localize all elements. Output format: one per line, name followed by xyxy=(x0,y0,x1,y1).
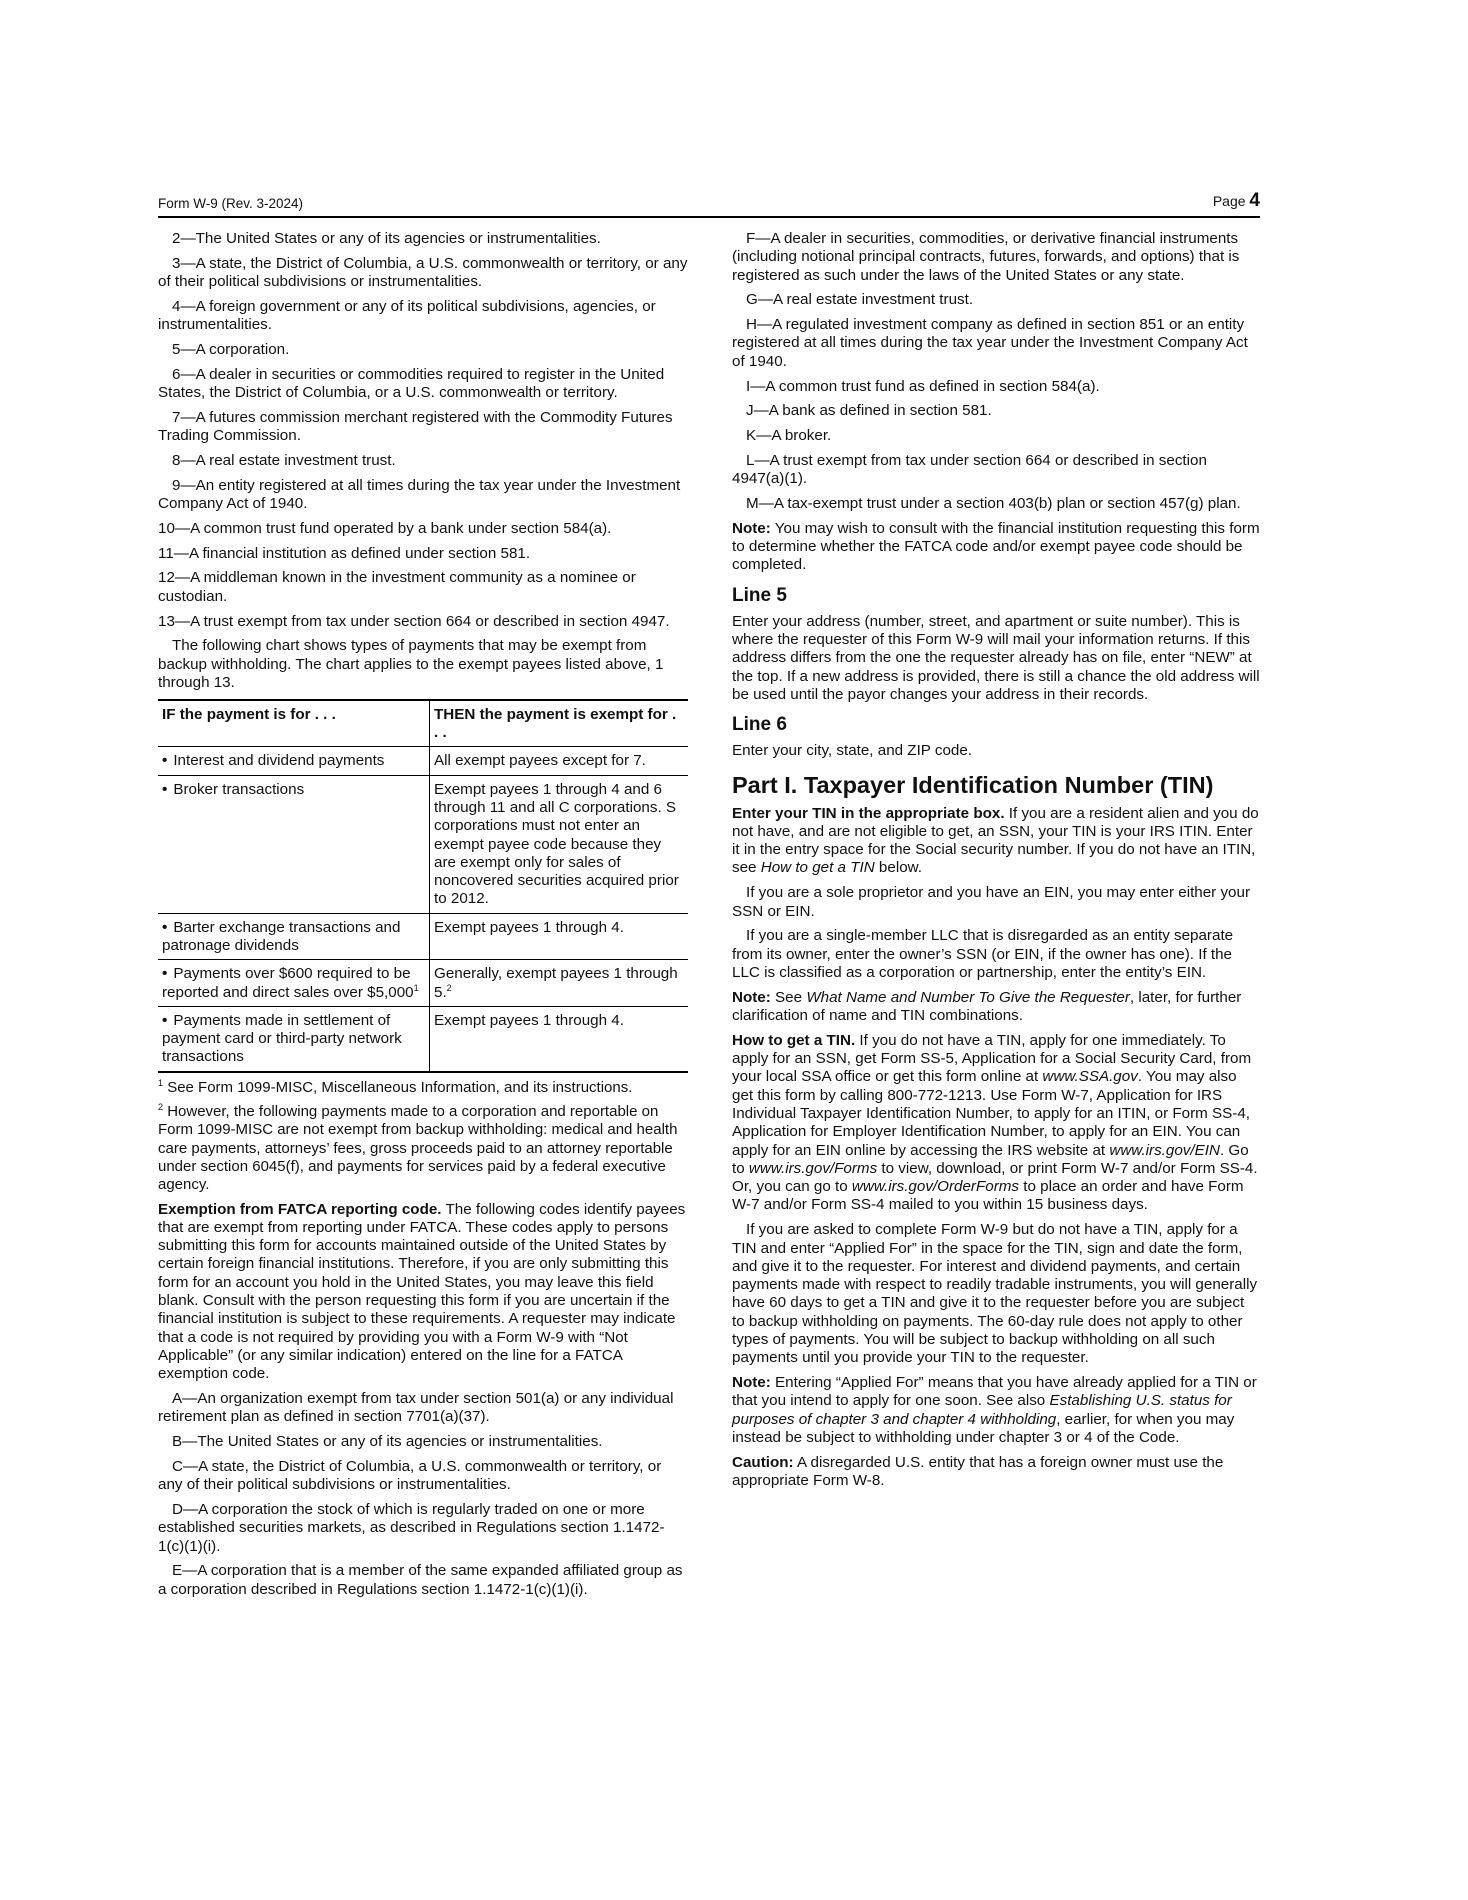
col-if-header: IF the payment is for . . . xyxy=(158,700,430,747)
exempt-code-9: 9—An entity registered at all times during the tax year under the Investment Company Act of 1940. xyxy=(158,476,681,513)
line6-heading: Line 6 xyxy=(732,714,787,736)
table-row: • Broker transactions Exempt payees 1 through 4 and 6 through 11 and all C corporations. S corporations must not enter an exempt payee code because they are exempt only for sales of noncovered securities acquired prior to 2012. xyxy=(158,775,688,913)
caution-paragraph: Caution: A disregarded U.S. entity that has a foreign owner must use the appropriate Form W-8. xyxy=(732,1453,1224,1490)
row-then: All exempt payees except for 7. xyxy=(430,747,689,775)
row-then: Exempt payees 1 through 4 and 6 through 11 and all C corporations. S corporations must not enter an exempt payee code because they are exempt only for sales of noncovered securities acquired prior to 2012. xyxy=(430,775,689,913)
line5-text: Enter your address (number, street, and apartment or suite number). This is where the requester of this Form W-9 will mail your information returns. If this address differs from the one the requester already has on file, enter “NEW” at the top. If a new address is provided, there is still a chance the old address will be used until the payor changes your address in their records. xyxy=(732,612,1260,703)
part1-heading: Part I. Taxpayer Identification Number (TIN) xyxy=(732,771,1214,798)
footnote-1: $^1$ See Form 1099-MISC, Miscellaneous Information, and its instructions. xyxy=(158,1077,633,1096)
tin-paragraph: Enter your TIN in the appropriate box. If you are a resident alien and you do not have, and are not eligible to get, an SSN, your TIN is your IRS ITIN. Enter it in the entry space for the Social security number. If you do not have an ITIN, see How to get a TIN below. xyxy=(732,804,1259,877)
fatca-code-f: F—A dealer in securities, commodities, or derivative financial instruments (including notional principal contracts, futures, forwards, and options) that is registered as such under the laws of the United States or any state. xyxy=(732,230,1240,284)
exempt-code-11: 11—A financial institution as defined under section 581. xyxy=(158,544,531,562)
row-then: Generally, exempt payees 1 through 5. xyxy=(434,965,678,1001)
chart-intro: The following chart shows types of payments that may be exempt from backup withholding. The chart applies to the exempt payees listed above, 1 through 13. xyxy=(158,637,664,691)
exempt-payments-table xyxy=(158,699,688,1073)
how-to-get-tin: How to get a TIN. If you do not have a TIN, apply for one immediately. To apply for an SSN, get Form SS-5, Application for a Social Security Card, from your local SSA office or get this form online at www.SSA.gov. You may also get this form by calling 800-772-1213. Use Form W-7, Application for IRS Individual Taxpayer Identification Number, to apply for an ITIN, or Form SS-4, Application for Employer Identification Number, to apply for an EIN. You can apply for an EIN online by accessing the IRS website at www.irs.gov/EIN. Go to www.irs.gov/Forms to view, download, or print Form W-7 and/or Form SS-4. Or, you can go to www.irs.gov/OrderForms to place an order and have Form W-7 and/or Form SS-4 mailed to you within 15 business days. xyxy=(732,1031,1258,1214)
footnote-ref: 2 xyxy=(446,982,452,993)
exempt-code-3: 3—A state, the District of Columbia, a U.S. commonwealth or territory, or any of their political subdivisions or instrumentalities. xyxy=(158,254,688,291)
table-header-row xyxy=(158,700,688,747)
exempt-code-2: 2—The United States or any of its agencies or instrumentalities. xyxy=(172,230,601,247)
link-irs-orderforms[interactable]: www.irs.gov/OrderForms xyxy=(851,1178,1019,1196)
table-row: • Barter exchange transactions and patronage dividends Exempt payees 1 through 4. xyxy=(158,913,688,960)
exempt-code-8: 8—A real estate investment trust. xyxy=(172,451,396,469)
exempt-code-13: 13—A trust exempt from tax under section 664 or described in section 4947. xyxy=(158,612,670,630)
exempt-code-5: 5—A corporation. xyxy=(172,340,290,358)
sole-proprietor-paragraph: If you are a sole proprietor and you have an EIN, you may enter either your SSN or EIN. xyxy=(732,884,1250,920)
exempt-code-12: 12—A middleman known in the investment community as a nominee or custodian. xyxy=(158,569,636,605)
table-row: • Interest and dividend payments All exempt payees except for 7. xyxy=(158,747,688,775)
link-ssa[interactable]: www.SSA.gov xyxy=(1042,1068,1138,1086)
note-fatca: Note: You may wish to consult with the financial institution requesting this form to determine whether the FATCA code and/or exempt payee code should be completed. xyxy=(732,519,1260,574)
line6-text: Enter your city, state, and ZIP code. xyxy=(732,742,973,760)
row-then: Exempt payees 1 through 4. xyxy=(430,1006,689,1071)
fatca-code-b: B—The United States or any of its agencies or instrumentalities. xyxy=(172,1433,603,1451)
line5-heading: Line 5 xyxy=(732,584,787,606)
row-if: Interest and dividend payments xyxy=(173,752,385,770)
link-irs-forms[interactable]: www.irs.gov/Forms xyxy=(748,1159,878,1177)
applied-for-paragraph: If you are asked to complete Form W-9 but do not have a TIN, apply for a TIN and enter “Applied For” in the space for the TIN, sign and date the form, and give it to the requester. For interest and dividend payments, and certain payments made with respect to readily tradable instruments, you will generally have 60 days to get a TIN and give it to the requester before you are subject to backup withholding on payments. The 60-day rule does not apply to other types of payments. You will be subject to backup withholding on all such payments until you provide your TIN to the requester. xyxy=(732,1221,1258,1367)
llc-paragraph: If you are a single-member LLC that is disregarded as an entity separate from its owner, enter the owner’s SSN (or EIN, if the owner has one). If the LLC is classified as a corporation or partnership, enter the entity’s EIN. xyxy=(732,927,1234,981)
exempt-code-4: 4—A foreign government or any of its political subdivisions, agencies, or instrumentalities. xyxy=(158,297,656,334)
row-if: Broker transactions xyxy=(173,780,305,798)
exempt-code-6: 6—A dealer in securities or commodities required to register in the United States, the District of Columbia, or a U.S. commonwealth or territory. xyxy=(158,365,665,402)
fatca-code-a: A—An organization exempt from tax under section 501(a) or any individual retirement plan as defined in section 7701(a)(37). xyxy=(158,1390,674,1426)
fatca-code-j: J—A bank as defined in section 581. xyxy=(746,402,992,420)
page-number: Page 4 xyxy=(1212,190,1260,211)
col-then-header: THEN the payment is exempt for . . . xyxy=(430,700,689,747)
fatca-code-i: I—A common trust fund as defined in section 584(a). xyxy=(746,377,1100,395)
note-name-number: Note: See What Name and Number To Give the Requester, later, for further clarification of name and TIN combinations. xyxy=(732,988,1242,1024)
row-if: Payments made in settlement of payment card or third-party network transactions xyxy=(162,1011,402,1066)
footnote-2: $^2$ However, the following payments made to a corporation and reportable on Form 1099-MISC are not exempt from backup withholding: medical and health care payments, attorneys’ fees, gross proceeds paid to an attorney reportable under section 6045(f), and payments for services paid by a federal executive agency. xyxy=(158,1102,678,1194)
row-if: Payments over $600 required to be reported and direct sales over $5,000 xyxy=(162,965,414,1001)
table-row: • Payments made in settlement of payment card or third-party network transactions Exempt payees 1 through 4. xyxy=(158,1006,688,1071)
page-header xyxy=(158,190,1260,218)
link-irs-ein[interactable]: www.irs.gov/EIN xyxy=(1109,1141,1220,1159)
form-revision: Form W-9 (Rev. 3-2024) xyxy=(158,196,304,211)
exempt-code-7: 7—A futures commission merchant registered with the Commodity Futures Trading Commission. xyxy=(158,408,673,445)
row-then: Exempt payees 1 through 4. xyxy=(430,913,689,960)
note-applied-for: Note: Entering “Applied For” means that you have already applied for a TIN or that you intend to apply for one soon. See also Establishing U.S. status for purposes of chapter 3 and chapter 4 withholding, earlier, for when you may instead be subject to withholding under chapter 3 or 4 of the Code. xyxy=(732,1374,1257,1447)
right-column xyxy=(732,230,1260,1497)
fatca-code-g: G—A real estate investment trust. xyxy=(746,291,974,309)
fatca-code-k: K—A broker. xyxy=(746,427,832,445)
row-if: Barter exchange transactions and patronage dividends xyxy=(162,918,401,954)
fatca-code-l: L—A trust exempt from tax under section 664 or described in section 4947(a)(1). xyxy=(732,451,1207,488)
fatca-code-m: M—A tax-exempt trust under a section 403(b) plan or section 457(g) plan. xyxy=(746,495,1241,513)
fatca-code-e: E—A corporation that is a member of the same expanded affiliated group as a corporation described in Regulations section 1.1472-1(c)(1)(i). xyxy=(158,1562,683,1598)
exempt-code-10: 10—A common trust fund operated by a bank under section 584(a). xyxy=(158,519,612,537)
fatca-code-d: D—A corporation the stock of which is regularly traded on one or more established securities markets, as described in Regulations section 1.1472-1(c)(1)(i). xyxy=(158,1501,665,1555)
table-row: • Payments over $600 required to be reported and direct sales over $5,000$^1$ Generally, exempt payees 1 through 5.$^2$ xyxy=(158,960,688,1007)
left-column xyxy=(158,230,688,1606)
footnote-ref: 1 xyxy=(413,982,419,993)
fatca-paragraph: Exemption from FATCA reporting code. The following codes identify payees that are exempt from reporting under FATCA. These codes apply to persons submitting this form for accounts maintained outside of the United States by certain foreign financial institutions. Therefore, if you are only submitting this form for an account you hold in the United States, you may leave this field blank. Consult with the person requesting this form if you are uncertain if the financial institution is subject to these requirements. A requester may indicate that a code is not required by providing you with a Form W-9 with “Not Applicable” (or any similar indication) entered on the line for a FATCA exemption code. xyxy=(158,1200,686,1383)
fatca-code-h: H—A regulated investment company as defined in section 851 or an entity registered at all times during the tax year under the Investment Company Act of 1940. xyxy=(732,316,1248,370)
fatca-code-c: C—A state, the District of Columbia, a U.S. commonwealth or territory, or any of their political subdivisions or instrumentalities. xyxy=(158,1457,662,1494)
